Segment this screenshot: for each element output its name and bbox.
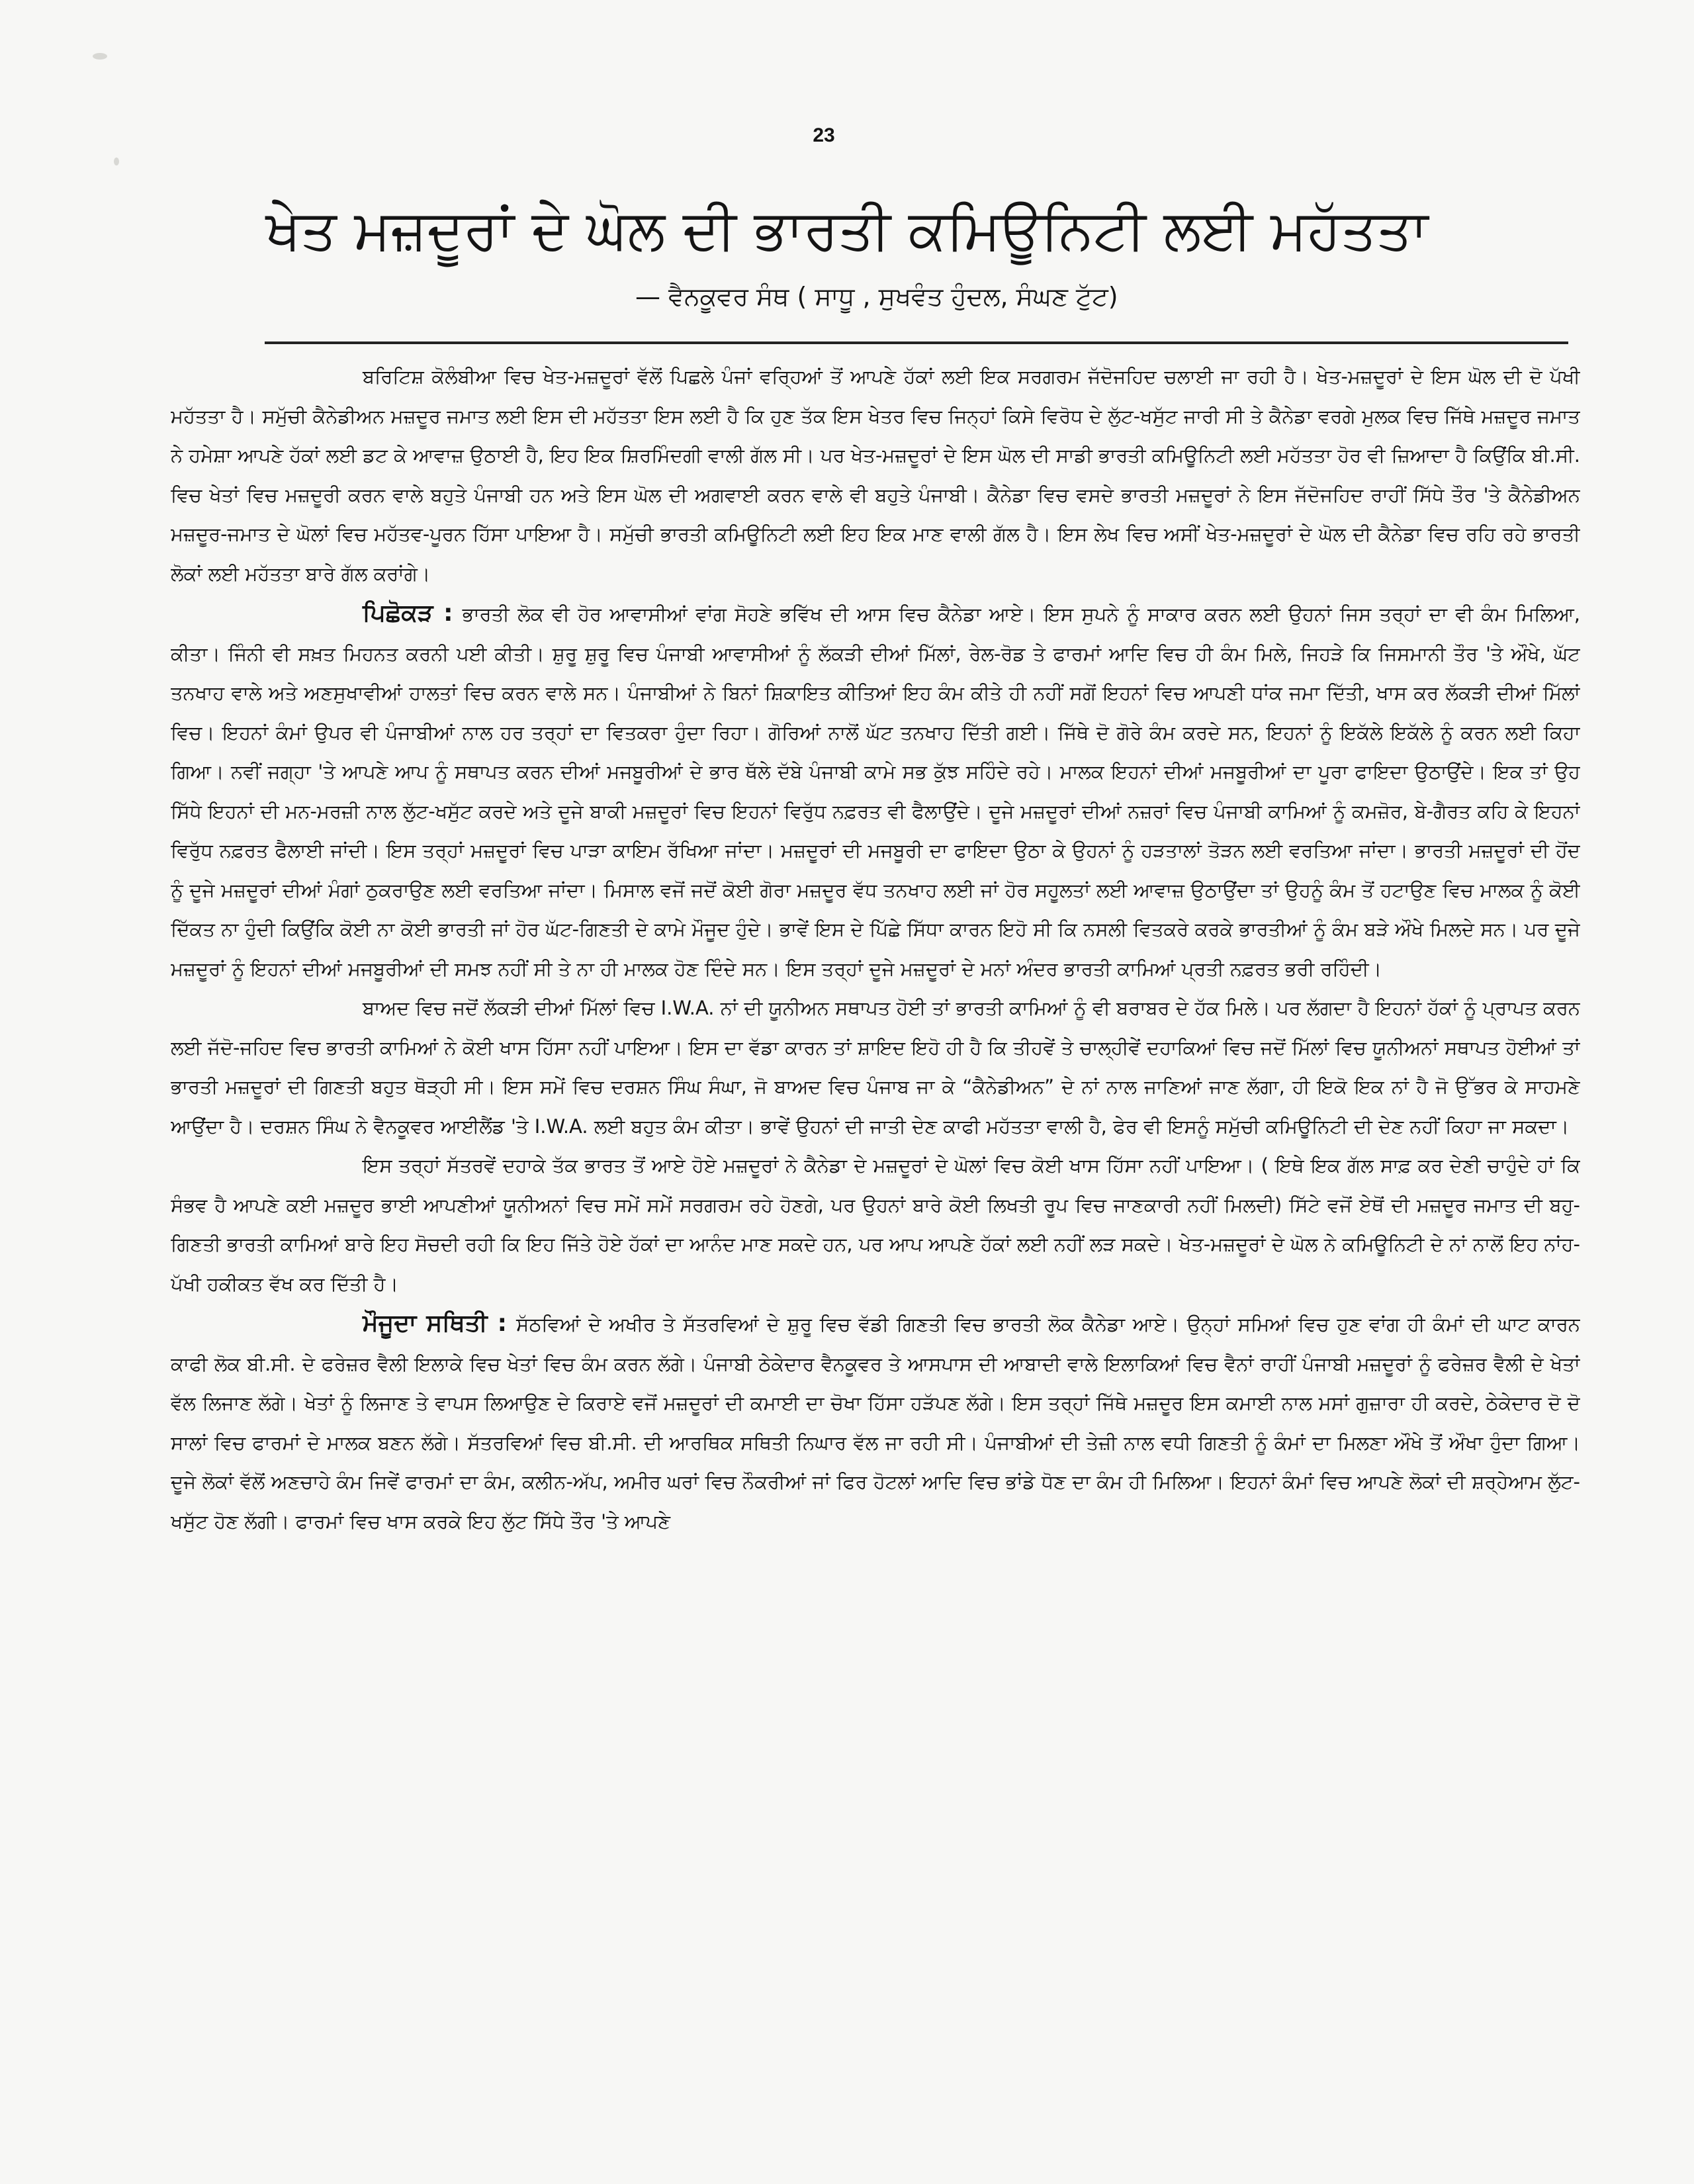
page-number: 23 [813,124,835,146]
scan-speck [93,53,107,60]
paragraph-text: ਇਸ ਤਰ੍ਹਾਂ ਸੱਤਰਵੇਂ ਦਹਾਕੇ ਤੱਕ ਭਾਰਤ ਤੋਂ ਆਏ ਹੋਏ ਮਜ਼ਦੂਰਾਂ ਨੇ ਕੈਨੇਡਾ ਦੇ ਮਜ਼ਦੂਰਾਂ ਦੇ ਘੋਲਾਂ ਵਿਚ ਕੋਈ ਖਾਸ ਹਿੱਸਾ ਨਹੀਂ ਪਾਇਆ। ( ਇਥੇ ਇਕ ਗੱਲ ਸਾਫ਼ ਕਰ ਦੇਣੀ ਚਾਹੁੰਦੇ ਹਾਂ ਕਿ ਸੰਭਵ ਹੈ ਆਪਣੇ ਕਈ ਮਜ਼ਦੂਰ ਭਾਈ ਆਪਣੀਆਂ ਯੂਨੀਅਨਾਂ ਵਿਚ ਸਮੇਂ ਸਮੇਂ ਸਰਗਰਮ ਰਹੇ ਹੋਣਗੇ, ਪਰ ਉਹਨਾਂ ਬਾਰੇ ਕੋਈ ਲਿਖਤੀ ਰੂਪ ਵਿਚ ਜਾਣਕਾਰੀ ਨਹੀਂ ਮਿਲਦੀ) ਸਿੱਟੇ ਵਜੋਂ ਏਥੋਂ ਦੀ ਮਜ਼ਦੂਰ ਜਮਾਤ ਦੀ ਬਹੁ-ਗਿਣਤੀ ਭਾਰਤੀ ਕਾਮਿਆਂ ਬਾਰੇ ਇਹ ਸੋਚਦੀ ਰਹੀ ਕਿ ਇਹ ਜਿੱਤੇ ਹੋਏ ਹੱਕਾਂ ਦਾ ਆਨੰਦ ਮਾਣ ਸਕਦੇ ਹਨ, ਪਰ ਆਪ ਆਪਣੇ ਹੱਕਾਂ ਲਈ ਨਹੀਂ ਲੜ ਸਕਦੇ। ਖੇਤ-ਮਜ਼ਦੂਰਾਂ ਦੇ ਘੋਲ ਨੇ ਕਮਿਊਨਿਟੀ ਦੇ ਨਾਂ ਨਾਲੋਂ ਇਹ ਨਾਂਹ-ਪੱਖੀ ਹਕੀਕਤ ਵੱਖ ਕਰ ਦਿੱਤੀ ਹੈ। [171,1154,1580,1295]
paragraph-union [171,989,1580,1146]
paragraph-seventies [171,1146,1580,1304]
paragraph-text: ਭਾਰਤੀ ਲੋਕ ਵੀ ਹੋਰ ਆਵਾਸੀਆਂ ਵਾਂਗ ਸੋਹਣੇ ਭਵਿੱਖ ਦੀ ਆਸ ਵਿਚ ਕੈਨੇਡਾ ਆਏ। ਇਸ ਸੁਪਨੇ ਨੂੰ ਸਾਕਾਰ ਕਰਨ ਲਈ ਉਹਨਾਂ ਜਿਸ ਤਰ੍ਹਾਂ ਦਾ ਵੀ ਕੰਮ ਮਿਲਿਆ, ਕੀਤਾ। ਜਿੰਨੀ ਵੀ ਸਖ਼ਤ ਮਿਹਨਤ ਕਰਨੀ ਪਈ ਕੀਤੀ। ਸ਼ੁਰੂ ਸ਼ੁਰੂ ਵਿਚ ਪੰਜਾਬੀ ਆਵਾਸੀਆਂ ਨੂੰ ਲੱਕੜੀ ਦੀਆਂ ਮਿੱਲਾਂ, ਰੇਲ-ਰੋਡ ਤੇ ਫਾਰਮਾਂ ਆਦਿ ਵਿਚ ਹੀ ਕੰਮ ਮਿਲੇ, ਜਿਹੜੇ ਕਿ ਜਿਸਮਾਨੀ ਤੌਰ 'ਤੇ ਔਖੇ, ਘੱਟ ਤਨਖਾਹ ਵਾਲੇ ਅਤੇ ਅਣਸੁਖਾਵੀਆਂ ਹਾਲਤਾਂ ਵਿਚ ਕਰਨ ਵਾਲੇ ਸਨ। ਪੰਜਾਬੀਆਂ ਨੇ ਬਿਨਾਂ ਸ਼ਿਕਾਇਤ ਕੀਤਿਆਂ ਇਹ ਕੰਮ ਕੀਤੇ ਹੀ ਨਹੀਂ ਸਗੋਂ ਇਹਨਾਂ ਵਿਚ ਆਪਣੀ ਧਾਂਕ ਜਮਾ ਦਿੱਤੀ, ਖਾਸ ਕਰ ਲੱਕੜੀ ਦੀਆਂ ਮਿੱਲਾਂ ਵਿਚ। ਇਹਨਾਂ ਕੰਮਾਂ ਉਪਰ ਵੀ ਪੰਜਾਬੀਆਂ ਨਾਲ ਹਰ ਤਰ੍ਹਾਂ ਦਾ ਵਿਤਕਰਾ ਹੁੰਦਾ ਰਿਹਾ। ਗੋਰਿਆਂ ਨਾਲੋਂ ਘੱਟ ਤਨਖਾਹ ਦਿੱਤੀ ਗਈ। ਜਿੱਥੇ ਦੋ ਗੋਰੇ ਕੰਮ ਕਰਦੇ ਸਨ, ਇਹਨਾਂ ਨੂੰ ਇਕੱਲੇ ਇਕੱਲੇ ਨੂੰ ਕਰਨ ਲਈ ਕਿਹਾ ਗਿਆ। ਨਵੀਂ ਜਗ੍ਹਾ 'ਤੇ ਆਪਣੇ ਆਪ ਨੂੰ ਸਥਾਪਤ ਕਰਨ ਦੀਆਂ ਮਜਬੂਰੀਆਂ ਦੇ ਭਾਰ ਥੱਲੇ ਦੱਬੇ ਪੰਜਾਬੀ ਕਾਮੇ ਸਭ ਕੁੱਝ ਸਹਿੰਦੇ ਰਹੇ। ਮਾਲਕ ਇਹਨਾਂ ਦੀਆਂ ਮਜਬੂਰੀਆਂ ਦਾ ਪੂਰਾ ਫਾਇਦਾ ਉਠਾਉਂਦੇ। ਇਕ ਤਾਂ ਉਹ ਸਿੱਧੇ ਇਹਨਾਂ ਦੀ ਮਨ-ਮਰਜ਼ੀ ਨਾਲ ਲੁੱਟ-ਖਸੁੱਟ ਕਰਦੇ ਅਤੇ ਦੂਜੇ ਬਾਕੀ ਮਜ਼ਦੂਰਾਂ ਵਿਚ ਇਹਨਾਂ ਵਿਰੁੱਧ ਨਫ਼ਰਤ ਵੀ ਫੈਲਾਉਂਦੇ। ਦੂਜੇ ਮਜ਼ਦੂਰਾਂ ਦੀਆਂ ਨਜ਼ਰਾਂ ਵਿਚ ਪੰਜਾਬੀ ਕਾਮਿਆਂ ਨੂੰ ਕਮਜ਼ੋਰ, ਬੇ-ਗੈਰਤ ਕਹਿ ਕੇ ਇਹਨਾਂ ਵਿਰੁੱਧ ਨਫ਼ਰਤ ਫੈਲਾਈ ਜਾਂਦੀ। ਇਸ ਤਰ੍ਹਾਂ ਮਜ਼ਦੂਰਾਂ ਵਿਚ ਪਾੜਾ ਕਾਇਮ ਰੱਖਿਆ ਜਾਂਦਾ। ਮਜ਼ਦੂਰਾਂ ਦੀ ਮਜਬੂਰੀ ਦਾ ਫਾਇਦਾ ਉਠਾ ਕੇ ਉਹਨਾਂ ਨੂੰ ਹੜਤਾਲਾਂ ਤੋੜਨ ਲਈ ਵਰਤਿਆ ਜਾਂਦਾ। ਭਾਰਤੀ ਮਜ਼ਦੂਰਾਂ ਦੀ ਹੋਂਦ ਨੂੰ ਦੂਜੇ ਮਜ਼ਦੂਰਾਂ ਦੀਆਂ ਮੰਗਾਂ ਠੁਕਰਾਉਣ ਲਈ ਵਰਤਿਆ ਜਾਂਦਾ। ਮਿਸਾਲ ਵਜੋਂ ਜਦੋਂ ਕੋਈ ਗੋਰਾ ਮਜ਼ਦੂਰ ਵੱਧ ਤਨਖਾਹ ਲਈ ਜਾਂ ਹੋਰ ਸਹੂਲਤਾਂ ਲਈ ਆਵਾਜ਼ ਉਠਾਉਂਦਾ ਤਾਂ ਉਹਨੂੰ ਕੰਮ ਤੋਂ ਹਟਾਉਣ ਵਿਚ ਮਾਲਕ ਨੂੰ ਕੋਈ ਦਿੱਕਤ ਨਾ ਹੁੰਦੀ ਕਿਉਂਕਿ ਕੋਈ ਨਾ ਕੋਈ ਭਾਰਤੀ ਜਾਂ ਹੋਰ ਘੱਟ-ਗਿਣਤੀ ਦੇ ਕਾਮੇ ਮੌਜੂਦ ਹੁੰਦੇ। ਭਾਵੇਂ ਇਸ ਦੇ ਪਿੱਛੇ ਸਿੱਧਾ ਕਾਰਨ ਇਹੋ ਸੀ ਕਿ ਨਸਲੀ ਵਿਤਕਰੇ ਕਰਕੇ ਭਾਰਤੀਆਂ ਨੂੰ ਕੰਮ ਬੜੇ ਔਖੇ ਮਿਲਦੇ ਸਨ। ਪਰ ਦੂਜੇ ਮਜ਼ਦੂਰਾਂ ਨੂੰ ਇਹਨਾਂ ਦੀਆਂ ਮਜਬੂਰੀਆਂ ਦੀ ਸਮਝ ਨਹੀਂ ਸੀ ਤੇ ਨਾ ਹੀ ਮਾਲਕ ਹੋਣ ਦਿੰਦੇ ਸਨ। ਇਸ ਤਰ੍ਹਾਂ ਦੂਜੇ ਮਜ਼ਦੂਰਾਂ ਦੇ ਮਨਾਂ ਅੰਦਰ ਭਾਰਤੀ ਕਾਮਿਆਂ ਪ੍ਰਤੀ ਨਫ਼ਰਤ ਭਰੀ ਰਹਿੰਦੀ। [171,603,1580,980]
title-divider [265,341,1568,344]
paragraph-text: ਸੱਠਵਿਆਂ ਦੇ ਅਖੀਰ ਤੇ ਸੱਤਰਵਿਆਂ ਦੇ ਸ਼ੁਰੂ ਵਿਚ ਵੱਡੀ ਗਿਣਤੀ ਵਿਚ ਭਾਰਤੀ ਲੋਕ ਕੈਨੇਡਾ ਆਏ। ਉਨ੍ਹਾਂ ਸਮਿਆਂ ਵਿਚ ਹੁਣ ਵਾਂਗ ਹੀ ਕੰਮਾਂ ਦੀ ਘਾਟ ਕਾਰਨ ਕਾਫੀ ਲੋਕ ਬੀ.ਸੀ. ਦੇ ਫਰੇਜ਼ਰ ਵੈਲੀ ਇਲਾਕੇ ਵਿਚ ਖੇਤਾਂ ਵਿਚ ਕੰਮ ਕਰਨ ਲੱਗੇ। ਪੰਜਾਬੀ ਠੇਕੇਦਾਰ ਵੈਨਕੂਵਰ ਤੇ ਆਸਪਾਸ ਦੀ ਆਬਾਦੀ ਵਾਲੇ ਇਲਾਕਿਆਂ ਵਿਚ ਵੈਨਾਂ ਰਾਹੀਂ ਪੰਜਾਬੀ ਮਜ਼ਦੂਰਾਂ ਨੂੰ ਫਰੇਜ਼ਰ ਵੈਲੀ ਦੇ ਖੇਤਾਂ ਵੱਲ ਲਿਜਾਣ ਲੱਗੇ। ਖੇਤਾਂ ਨੂੰ ਲਿਜਾਣ ਤੇ ਵਾਪਸ ਲਿਆਉਣ ਦੇ ਕਿਰਾਏ ਵਜੋਂ ਮਜ਼ਦੂਰਾਂ ਦੀ ਕਮਾਈ ਦਾ ਚੋਖਾ ਹਿੱਸਾ ਹੜੱਪਣ ਲੱਗੇ। ਇਸ ਤਰ੍ਹਾਂ ਜਿੱਥੇ ਮਜ਼ਦੂਰ ਇਸ ਕਮਾਈ ਨਾਲ ਮਸਾਂ ਗੁਜ਼ਾਰਾ ਹੀ ਕਰਦੇ, ਠੇਕੇਦਾਰ ਦੋ ਦੋ ਸਾਲਾਂ ਵਿਚ ਫਾਰਮਾਂ ਦੇ ਮਾਲਕ ਬਣਨ ਲੱਗੇ। ਸੱਤਰਵਿਆਂ ਵਿਚ ਬੀ.ਸੀ. ਦੀ ਆਰਥਿਕ ਸਥਿਤੀ ਨਿਘਾਰ ਵੱਲ ਜਾ ਰਹੀ ਸੀ। ਪੰਜਾਬੀਆਂ ਦੀ ਤੇਜ਼ੀ ਨਾਲ ਵਧੀ ਗਿਣਤੀ ਨੂੰ ਕੰਮਾਂ ਦਾ ਮਿਲਣਾ ਔਖੇ ਤੋਂ ਔਖਾ ਹੁੰਦਾ ਗਿਆ। ਦੂਜੇ ਲੋਕਾਂ ਵੱਲੋਂ ਅਣਚਾਹੇ ਕੰਮ ਜਿਵੇਂ ਫਾਰਮਾਂ ਦਾ ਕੰਮ, ਕਲੀਨ-ਅੱਪ, ਅਮੀਰ ਘਰਾਂ ਵਿਚ ਨੌਕਰੀਆਂ ਜਾਂ ਫਿਰ ਹੋਟਲਾਂ ਆਦਿ ਵਿਚ ਭਾਂਡੇ ਧੋਣ ਦਾ ਕੰਮ ਹੀ ਮਿਲਿਆ। ਇਹਨਾਂ ਕੰਮਾਂ ਵਿਚ ਆਪਣੇ ਲੋਕਾਂ ਦੀ ਸ਼ਰ੍ਹੇਆਮ ਲੁੱਟ-ਖਸੁੱਟ ਹੋਣ ਲੱਗੀ। ਫਾਰਮਾਂ ਵਿਚ ਖਾਸ ਕਰਕੇ ਇਹ ਲੁੱਟ ਸਿੱਧੇ ਤੌਰ 'ਤੇ ਆਪਣੇ [171,1313,1580,1533]
section-heading-current-situation: ਮੌਜੂਦਾ ਸਥਿਤੀ : [363,1310,508,1337]
paragraph-current-situation [171,1304,1580,1541]
scan-speck [114,158,119,165]
page-title: ਖੇਤ ਮਜ਼ਦੂਰਾਂ ਦੇ ਘੋਲ ਦੀ ਭਾਰਤੀ ਕਮਿਊਨਿਟੀ ਲਈ ਮਹੱਤਤਾ [265,197,1429,262]
paragraph-intro [171,357,1580,594]
paragraph-background [171,594,1580,989]
section-heading-background: ਪਿਛੋਕੜ : [363,600,453,627]
paragraph-text: ਬਾਅਦ ਵਿਚ ਜਦੋਂ ਲੱਕੜੀ ਦੀਆਂ ਮਿੱਲਾਂ ਵਿਚ I.W.A. ਨਾਂ ਦੀ ਯੂਨੀਅਨ ਸਥਾਪਤ ਹੋਈ ਤਾਂ ਭਾਰਤੀ ਕਾਮਿਆਂ ਨੂੰ ਵੀ ਬਰਾਬਰ ਦੇ ਹੱਕ ਮਿਲੇ। ਪਰ ਲੱਗਦਾ ਹੈ ਇਹਨਾਂ ਹੱਕਾਂ ਨੂੰ ਪ੍ਰਾਪਤ ਕਰਨ ਲਈ ਜੱਦੋ-ਜਹਿਦ ਵਿਚ ਭਾਰਤੀ ਕਾਮਿਆਂ ਨੇ ਕੋਈ ਖਾਸ ਹਿੱਸਾ ਨਹੀਂ ਪਾਇਆ। ਇਸ ਦਾ ਵੱਡਾ ਕਾਰਨ ਤਾਂ ਸ਼ਾਇਦ ਇਹੋ ਹੀ ਹੈ ਕਿ ਤੀਹਵੇਂ ਤੇ ਚਾਲ੍ਹੀਵੇਂ ਦਹਾਕਿਆਂ ਵਿਚ ਜਦੋਂ ਮਿੱਲਾਂ ਵਿਚ ਯੂਨੀਅਨਾਂ ਸਥਾਪਤ ਹੋਈਆਂ ਤਾਂ ਭਾਰਤੀ ਮਜ਼ਦੂਰਾਂ ਦੀ ਗਿਣਤੀ ਬਹੁਤ ਥੋੜ੍ਹੀ ਸੀ। ਇਸ ਸਮੇਂ ਵਿਚ ਦਰਸ਼ਨ ਸਿੰਘ ਸੰਘਾ, ਜੋ ਬਾਅਦ ਵਿਚ ਪੰਜਾਬ ਜਾ ਕੇ “ਕੈਨੇਡੀਅਨ” ਦੇ ਨਾਂ ਨਾਲ ਜਾਣਿਆਂ ਜਾਣ ਲੱਗਾ, ਹੀ ਇਕੋ ਇਕ ਨਾਂ ਹੈ ਜੋ ਉੱਭਰ ਕੇ ਸਾਹਮਣੇ ਆਉਂਦਾ ਹੈ। ਦਰਸ਼ਨ ਸਿੰਘ ਨੇ ਵੈਨਕੂਵਰ ਆਈਲੈਂਡ 'ਤੇ I.W.A. ਲਈ ਬਹੁਤ ਕੰਮ ਕੀਤਾ। ਭਾਵੇਂ ਉਹਨਾਂ ਦੀ ਜਾਤੀ ਦੇਣ ਕਾਫੀ ਮਹੱਤਤਾ ਵਾਲੀ ਹੈ, ਫੇਰ ਵੀ ਇਸਨੂੰ ਸਮੁੱਚੀ ਕਮਿਊਨਿਟੀ ਦੀ ਦੇਣ ਨਹੀਂ ਕਿਹਾ ਜਾ ਸਕਦਾ। [171,997,1580,1138]
author-byline: — ਵੈਨਕੂਵਰ ਸੰਥ ( ਸਾਧੂ , ਸੁਖਵੰਤ ਹੁੰਦਲ, ਸੰਘਣ ਟੁੱਟ) [635,282,1118,311]
paragraph-text: ਬਰਿਟਿਸ਼ ਕੋਲੰਬੀਆ ਵਿਚ ਖੇਤ-ਮਜ਼ਦੂਰਾਂ ਵੱਲੋਂ ਪਿਛਲੇ ਪੰਜਾਂ ਵਰ੍ਹਿਆਂ ਤੋਂ ਆਪਣੇ ਹੱਕਾਂ ਲਈ ਇਕ ਸਰਗਰਮ ਜੱਦੋਜਹਿਦ ਚਲਾਈ ਜਾ ਰਹੀ ਹੈ। ਖੇਤ-ਮਜ਼ਦੂਰਾਂ ਦੇ ਇਸ ਘੋਲ ਦੀ ਦੋ ਪੱਖੀ ਮਹੱਤਤਾ ਹੈ। ਸਮੁੱਚੀ ਕੈਨੇਡੀਅਨ ਮਜ਼ਦੂਰ ਜਮਾਤ ਲਈ ਇਸ ਦੀ ਮਹੱਤਤਾ ਇਸ ਲਈ ਹੈ ਕਿ ਹੁਣ ਤੱਕ ਇਸ ਖੇਤਰ ਵਿਚ ਜਿਨ੍ਹਾਂ ਕਿਸੇ ਵਿਰੋਧ ਦੇ ਲੁੱਟ-ਖਸੁੱਟ ਜਾਰੀ ਸੀ ਤੇ ਕੈਨੇਡਾ ਵਰਗੇ ਮੁਲਕ ਵਿਚ ਜਿੱਥੇ ਮਜ਼ਦੂਰ ਜਮਾਤ ਨੇ ਹਮੇਸ਼ਾ ਆਪਣੇ ਹੱਕਾਂ ਲਈ ਡਟ ਕੇ ਆਵਾਜ਼ ਉਠਾਈ ਹੈ, ਇਹ ਇਕ ਸ਼ਿਰਮਿੰਦਗੀ ਵਾਲੀ ਗੱਲ ਸੀ। ਪਰ ਖੇਤ-ਮਜ਼ਦੂਰਾਂ ਦੇ ਇਸ ਘੋਲ ਦੀ ਸਾਡੀ ਭਾਰਤੀ ਕਮਿਊਨਿਟੀ ਲਈ ਮਹੱਤਤਾ ਹੋਰ ਵੀ ਜ਼ਿਆਦਾ ਹੈ ਕਿਉਂਕਿ ਬੀ.ਸੀ. ਵਿਚ ਖੇਤਾਂ ਵਿਚ ਮਜ਼ਦੂਰੀ ਕਰਨ ਵਾਲੇ ਬਹੁਤੇ ਪੰਜਾਬੀ ਹਨ ਅਤੇ ਇਸ ਘੋਲ ਦੀ ਅਗਵਾਈ ਕਰਨ ਵਾਲੇ ਵੀ ਬਹੁਤੇ ਪੰਜਾਬੀ। ਕੈਨੇਡਾ ਵਿਚ ਵਸਦੇ ਭਾਰਤੀ ਮਜ਼ਦੂਰਾਂ ਨੇ ਇਸ ਜੱਦੋਜਹਿਦ ਰਾਹੀਂ ਸਿੱਧੇ ਤੌਰ 'ਤੇ ਕੈਨੇਡੀਅਨ ਮਜ਼ਦੂਰ-ਜਮਾਤ ਦੇ ਘੋਲਾਂ ਵਿਚ ਮਹੱਤਵ-ਪੂਰਨ ਹਿੱਸਾ ਪਾਇਆ ਹੈ। ਸਮੁੱਚੀ ਭਾਰਤੀ ਕਮਿਊਨਿਟੀ ਲਈ ਇਹ ਇਕ ਮਾਣ ਵਾਲੀ ਗੱਲ ਹੈ। ਇਸ ਲੇਖ ਵਿਚ ਅਸੀਂ ਖੇਤ-ਮਜ਼ਦੂਰਾਂ ਦੇ ਘੋਲ ਦੀ ਕੈਨੇਡਾ ਵਿਚ ਰਹਿ ਰਹੇ ਭਾਰਤੀ ਲੋਕਾਂ ਲਈ ਮਹੱਤਤਾ ਬਾਰੇ ਗੱਲ ਕਰਾਂਗੇ। [171,365,1580,585]
article-body [171,357,1580,2158]
